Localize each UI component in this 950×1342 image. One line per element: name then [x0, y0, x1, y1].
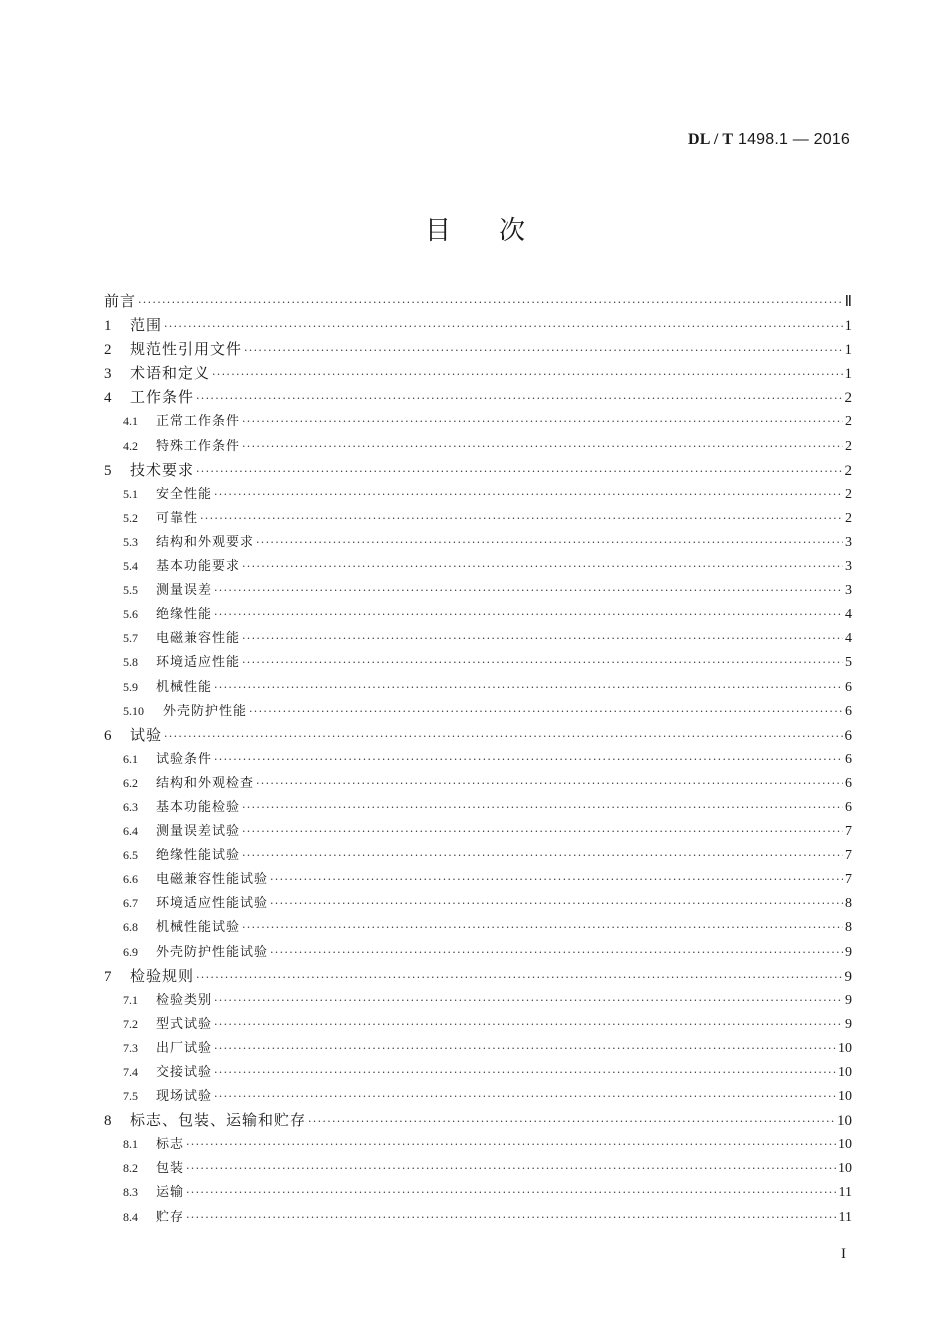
- toc-entry-page: 11: [838, 1185, 852, 1201]
- toc-entry-label: 前言: [104, 292, 137, 310]
- toc-entry-number: 6.3: [123, 799, 138, 814]
- toc-leader-dots: [256, 777, 843, 790]
- toc-entry-page: 3: [845, 534, 852, 550]
- toc-leader-dots: [249, 705, 843, 718]
- toc-entry[interactable]: [104, 555, 852, 579]
- toc-leader-dots: [244, 344, 842, 357]
- toc-entry-label: 标志、包装、运输和贮存: [130, 1111, 307, 1130]
- toc-entry-page: 8: [845, 896, 852, 912]
- toc-leader-dots: [200, 512, 843, 525]
- toc-entry[interactable]: [104, 627, 852, 651]
- toc-leader-dots: [242, 921, 843, 934]
- toc-entry-label: 可靠性: [156, 510, 199, 526]
- table-of-contents: [104, 290, 852, 1230]
- toc-entry-label: 型式试验: [156, 1016, 213, 1032]
- toc-entry-label: 绝缘性能试验: [156, 848, 241, 864]
- toc-entry-page: 10: [838, 1089, 852, 1105]
- toc-entry-number: 5.2: [123, 510, 138, 525]
- toc-entry-label: 规范性引用文件: [130, 340, 243, 359]
- toc-leader-dots: [214, 1018, 843, 1031]
- toc-entry-number: 5.9: [123, 679, 138, 694]
- toc-entry-label: 外壳防护性能: [163, 703, 248, 719]
- toc-entry-label: 工作条件: [130, 388, 195, 407]
- toc-entry-number: 8: [104, 1113, 112, 1130]
- toc-entry-number: 7.2: [123, 1016, 138, 1031]
- toc-entry-label: 电磁兼容性能试验: [156, 872, 269, 888]
- toc-entry[interactable]: [104, 290, 852, 314]
- toc-entry[interactable]: [104, 362, 852, 386]
- toc-entry[interactable]: [104, 676, 852, 700]
- toc-entry-number: 5.4: [123, 559, 138, 574]
- toc-entry[interactable]: [104, 410, 852, 434]
- toc-entry-label: 基本功能要求: [156, 559, 241, 575]
- toc-leader-dots: [214, 488, 843, 501]
- toc-entry[interactable]: [104, 314, 852, 338]
- toc-entry-number: 5.5: [123, 583, 138, 598]
- toc-leader-dots: [196, 392, 842, 405]
- toc-entry-number: 8.2: [123, 1161, 138, 1176]
- toc-entry-page: 1: [844, 342, 852, 359]
- toc-entry-page: 2: [844, 462, 852, 479]
- toc-entry[interactable]: [104, 1157, 852, 1181]
- toc-entry[interactable]: [104, 820, 852, 844]
- toc-entry[interactable]: [104, 700, 852, 724]
- toc-leader-dots: [214, 1090, 836, 1103]
- toc-leader-dots: [214, 584, 843, 597]
- toc-entry-label: 包装: [156, 1161, 185, 1177]
- toc-entry-number: 6.7: [123, 896, 138, 911]
- toc-entry-page: Ⅱ: [844, 294, 852, 310]
- toc-leader-dots: [214, 1066, 836, 1079]
- toc-entry[interactable]: [104, 1206, 852, 1230]
- toc-entry-label: 机械性能试验: [156, 920, 241, 936]
- toc-entry-number: 2: [104, 342, 112, 359]
- toc-leader-dots: [138, 296, 843, 309]
- toc-entry-label: 电磁兼容性能: [156, 631, 241, 647]
- toc-entry-page: 2: [845, 414, 852, 430]
- toc-entry-number: 6.9: [123, 944, 138, 959]
- toc-entry-page: 2: [845, 486, 852, 502]
- toc-entry[interactable]: [104, 459, 852, 483]
- toc-entry-page: 10: [838, 1137, 852, 1153]
- toc-entry-label: 环境适应性能: [156, 655, 241, 671]
- toc-entry-label: 检验类别: [156, 992, 213, 1008]
- toc-entry-page: 7: [845, 872, 852, 888]
- toc-entry-label: 特殊工作条件: [156, 438, 241, 454]
- toc-entry-page: 3: [845, 583, 852, 599]
- toc-entry-page: 11: [838, 1209, 852, 1225]
- toc-entry-page: 6: [845, 751, 852, 767]
- toc-entry-number: 7: [104, 968, 112, 985]
- toc-entry[interactable]: [104, 603, 852, 627]
- toc-leader-dots: [270, 873, 843, 886]
- toc-entry[interactable]: [104, 1109, 852, 1133]
- toc-entry-page: 9: [845, 992, 852, 1008]
- toc-entry-page: 3: [845, 559, 852, 575]
- toc-entry-label: 检验规则: [130, 966, 195, 985]
- toc-leader-dots: [196, 465, 842, 478]
- toc-entry-page: 1: [844, 318, 852, 335]
- toc-entry[interactable]: [104, 579, 852, 603]
- toc-entry-page: 6: [844, 727, 852, 744]
- toc-entry-number: 8.3: [123, 1185, 138, 1200]
- toc-entry-label: 标志: [156, 1137, 185, 1153]
- toc-entry-page: 2: [845, 510, 852, 526]
- toc-entry[interactable]: [104, 772, 852, 796]
- standard-code: [688, 131, 850, 149]
- toc-entry[interactable]: [104, 941, 852, 965]
- toc-entry-number: 7.3: [123, 1040, 138, 1055]
- footer-page-number: I: [841, 1246, 846, 1262]
- toc-entry-page: 5: [845, 655, 852, 671]
- toc-entry[interactable]: [104, 868, 852, 892]
- toc-leader-dots: [164, 730, 842, 743]
- toc-leader-dots: [270, 897, 843, 910]
- toc-entry-label: 交接试验: [156, 1065, 213, 1080]
- toc-entry[interactable]: [104, 1085, 852, 1109]
- toc-entry-page: 10: [838, 1065, 852, 1080]
- toc-entry-number: 4.2: [123, 438, 138, 453]
- toc-entry-page: 10: [837, 1113, 852, 1130]
- toc-entry-label: 贮存: [156, 1209, 185, 1225]
- toc-entry-page: 9: [845, 944, 852, 960]
- toc-leader-dots: [164, 320, 842, 333]
- toc-entry-page: 2: [845, 438, 852, 454]
- toc-entry-label: 基本功能检验: [156, 799, 241, 815]
- toc-entry-label: 正常工作条件: [156, 414, 241, 430]
- toc-entry-page: 7: [845, 848, 852, 864]
- toc-leader-dots: [186, 1162, 836, 1175]
- toc-leader-dots: [212, 368, 842, 381]
- toc-leader-dots: [308, 1115, 835, 1128]
- toc-entry-number: 5: [104, 462, 112, 479]
- standard-number: 1498.1 — 2016: [737, 131, 850, 148]
- toc-entry[interactable]: [104, 989, 852, 1013]
- standard-prefix: DL / T: [687, 131, 734, 148]
- toc-entry[interactable]: [104, 1181, 852, 1205]
- toc-entry[interactable]: [104, 724, 852, 748]
- toc-entry[interactable]: [104, 1133, 852, 1157]
- toc-leader-dots: [214, 681, 843, 694]
- toc-leader-dots: [214, 753, 843, 766]
- toc-entry[interactable]: [104, 1037, 852, 1061]
- toc-leader-dots: [186, 1186, 837, 1199]
- toc-entry-page: 1: [844, 366, 852, 383]
- toc-entry-number: 5.10: [123, 703, 144, 718]
- toc-entry-label: 运输: [156, 1185, 185, 1201]
- toc-leader-dots: [242, 825, 843, 838]
- toc-entry-label: 结构和外观要求: [156, 534, 255, 550]
- toc-leader-dots: [242, 656, 843, 669]
- toc-entry-label: 测量误差: [156, 583, 213, 599]
- toc-entry-page: 6: [845, 703, 852, 719]
- toc-leader-dots: [186, 1211, 837, 1224]
- toc-entry-page: 6: [845, 799, 852, 815]
- toc-entry-number: 6.1: [123, 751, 138, 766]
- toc-entry[interactable]: [104, 338, 852, 362]
- toc-entry[interactable]: [104, 1061, 852, 1085]
- toc-entry-number: 7.4: [123, 1065, 138, 1079]
- toc-entry-label: 试验条件: [156, 751, 213, 767]
- toc-entry-label: 试验: [130, 725, 163, 744]
- toc-entry-label: 范围: [130, 316, 163, 335]
- toc-leader-dots: [214, 608, 843, 621]
- toc-entry-page: 4: [845, 607, 852, 623]
- page-title: 目次: [424, 216, 573, 246]
- toc-entry[interactable]: [104, 651, 852, 675]
- toc-entry[interactable]: [104, 507, 852, 531]
- toc-leader-dots: [242, 849, 843, 862]
- toc-entry-page: 6: [845, 679, 852, 695]
- toc-entry[interactable]: [104, 1013, 852, 1037]
- toc-entry-label: 环境适应性能试验: [156, 896, 269, 912]
- toc-entry-label: 绝缘性能: [156, 607, 213, 623]
- toc-entry[interactable]: [104, 386, 852, 410]
- toc-entry-number: 4: [104, 390, 112, 407]
- toc-entry-number: 4.1: [123, 414, 138, 429]
- toc-entry-number: 5.3: [123, 534, 138, 549]
- toc-entry[interactable]: [104, 483, 852, 507]
- toc-entry[interactable]: [104, 435, 852, 459]
- toc-entry-number: 6.4: [123, 824, 138, 839]
- toc-entry-page: 9: [845, 1016, 852, 1032]
- toc-entry-number: 5.7: [123, 631, 138, 646]
- toc-leader-dots: [214, 994, 843, 1007]
- toc-entry[interactable]: [104, 916, 852, 940]
- toc-leader-dots: [256, 536, 843, 549]
- toc-entry-page: 7: [845, 824, 852, 840]
- toc-entry-label: 机械性能: [156, 679, 213, 695]
- toc-entry[interactable]: [104, 965, 852, 989]
- toc-entry-label: 外壳防护性能试验: [156, 944, 269, 960]
- toc-entry-label: 安全性能: [156, 486, 213, 502]
- toc-entry-number: 6.2: [123, 775, 138, 790]
- toc-entry-number: 6.6: [123, 872, 138, 887]
- toc-entry-page: 8: [845, 920, 852, 936]
- toc-entry[interactable]: [104, 844, 852, 868]
- toc-entry-number: 8.1: [123, 1137, 138, 1152]
- toc-entry-page: 10: [838, 1161, 852, 1177]
- toc-entry-label: 结构和外观检查: [156, 775, 255, 791]
- toc-entry-page: 2: [844, 390, 852, 407]
- toc-entry-number: 7.5: [123, 1089, 138, 1104]
- toc-entry-page: 10: [838, 1040, 852, 1056]
- toc-entry-number: 5.6: [123, 607, 138, 622]
- toc-entry-label: 技术要求: [130, 460, 195, 479]
- toc-leader-dots: [242, 801, 843, 814]
- toc-leader-dots: [270, 946, 843, 959]
- toc-entry[interactable]: [104, 748, 852, 772]
- toc-entry-number: 6: [104, 727, 112, 744]
- toc-entry-number: 5.8: [123, 655, 138, 670]
- toc-entry-number: 5.1: [123, 486, 138, 501]
- toc-entry-label: 出厂试验: [156, 1040, 213, 1056]
- toc-leader-dots: [242, 560, 843, 573]
- toc-entry-number: 7.1: [123, 992, 138, 1007]
- toc-entry[interactable]: [104, 796, 852, 820]
- toc-leader-dots: [242, 440, 843, 453]
- toc-entry-label: 现场试验: [156, 1089, 213, 1105]
- toc-leader-dots: [196, 971, 842, 984]
- toc-entry-number: 6.5: [123, 848, 138, 863]
- toc-entry-page: 9: [844, 968, 852, 985]
- toc-entry-number: 3: [104, 366, 112, 383]
- toc-entry-number: 1: [104, 318, 112, 335]
- toc-entry-label: 测量误差试验: [156, 824, 241, 840]
- toc-entry[interactable]: [104, 531, 852, 555]
- toc-leader-dots: [214, 1042, 836, 1055]
- toc-entry-number: 6.8: [123, 920, 138, 935]
- toc-leader-dots: [242, 415, 843, 428]
- toc-entry-page: 4: [845, 631, 852, 647]
- toc-entry-number: 8.4: [123, 1209, 138, 1224]
- toc-leader-dots: [186, 1138, 836, 1151]
- toc-entry[interactable]: [104, 892, 852, 916]
- toc-entry-page: 6: [845, 775, 852, 791]
- toc-entry-label: 术语和定义: [130, 364, 211, 383]
- toc-leader-dots: [242, 632, 843, 645]
